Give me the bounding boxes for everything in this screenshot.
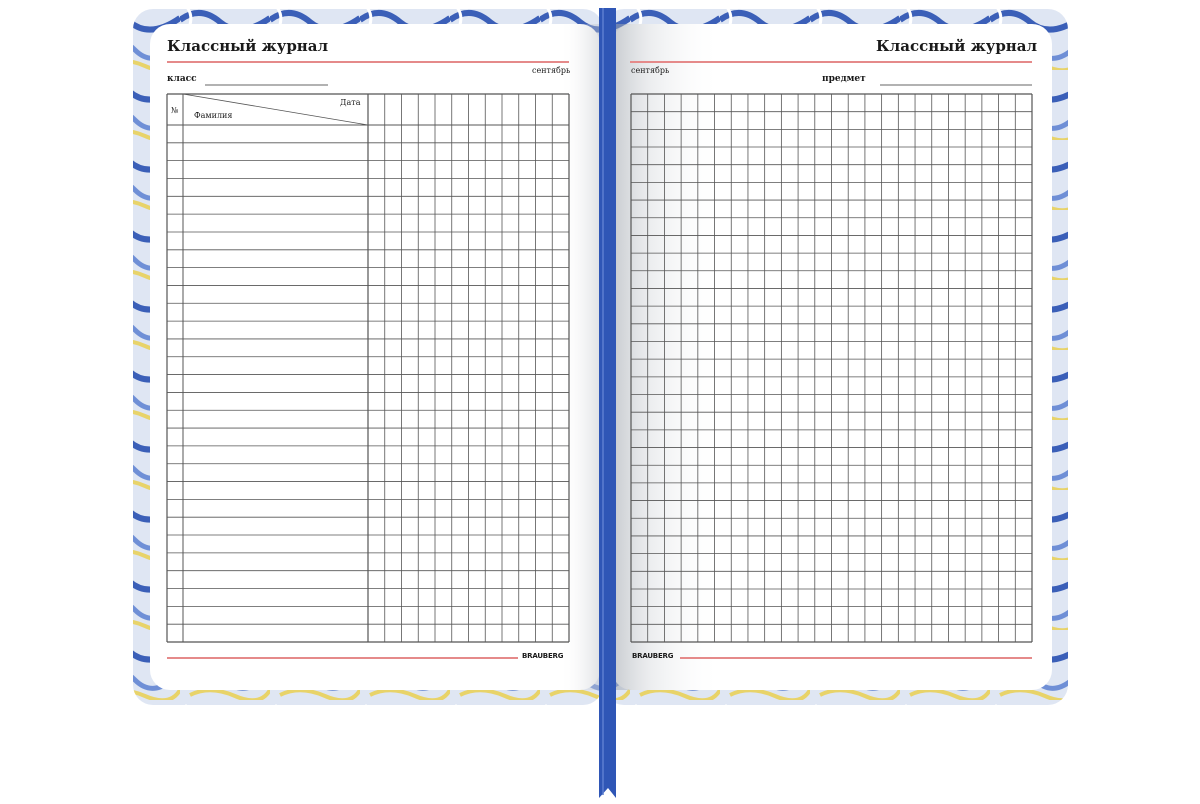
right-brand-logo: BRAUBERG — [632, 652, 674, 660]
right-page-title: Классный журнал — [876, 37, 1038, 55]
left-brand-logo: BRAUBERG — [522, 652, 564, 660]
class-label: класс — [167, 74, 197, 84]
number-column-header: № — [171, 106, 179, 115]
left-month-label: сентябрь — [532, 66, 571, 75]
ribbon-bookmark — [599, 8, 616, 798]
subject-label: предмет — [822, 74, 866, 84]
left-page-title: Классный журнал — [167, 37, 329, 55]
date-header: Дата — [340, 98, 361, 107]
right-month-label: сентябрь — [631, 66, 670, 75]
surname-header: Фамилия — [194, 111, 233, 120]
right-gutter-shade — [612, 24, 722, 690]
